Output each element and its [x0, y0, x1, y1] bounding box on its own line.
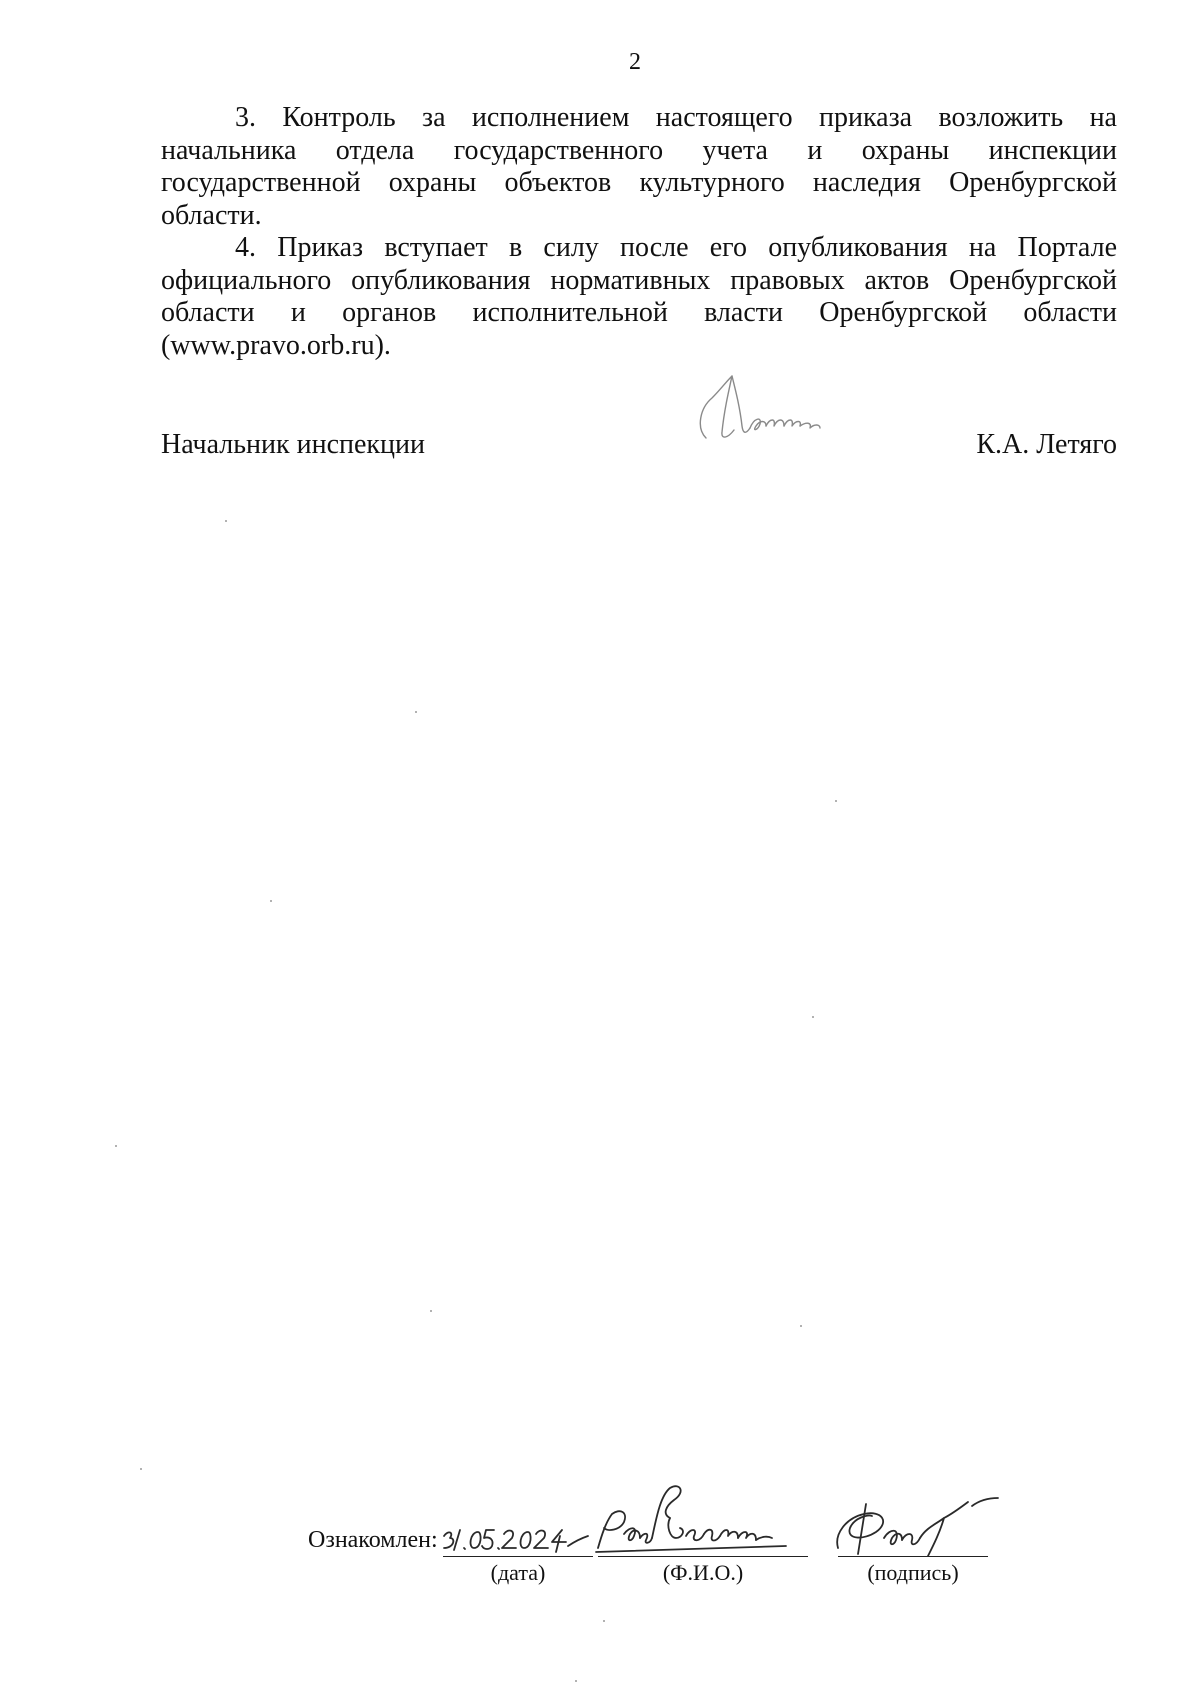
name-handwriting	[590, 1478, 800, 1560]
scan-speck	[140, 1468, 142, 1470]
paragraph-4: 4. Приказ вступает в силу после его опубликования на Портале официального опубликования нормативных правовых актов Оренбургской области и органов исполнительной власти Оренбургской области (www.pravo.orb.ru).	[161, 232, 1117, 361]
signature-row	[161, 428, 1117, 462]
scan-speck	[415, 711, 417, 713]
scan-speck	[430, 1310, 432, 1312]
page-number: 2	[629, 49, 641, 75]
name-caption: (Ф.И.О.)	[662, 1560, 744, 1585]
scan-speck	[835, 800, 837, 802]
scan-speck	[115, 1145, 117, 1147]
acknowledgement-block	[308, 1478, 1068, 1588]
acknowledgement-signature-handwriting	[828, 1488, 1003, 1560]
date-handwriting	[438, 1516, 593, 1560]
scan-speck	[812, 1016, 814, 1018]
scan-speck	[603, 1620, 605, 1622]
scan-speck	[225, 520, 227, 522]
scan-speck	[575, 1680, 577, 1682]
signer-name: К.А. Летяго	[976, 429, 1117, 460]
paragraph-3: 3. Контроль за исполнением настоящего приказа возложить на начальника отдела государственного учета и охраны инспекции государственной охраны объектов культурного наследия Оренбургской области.	[161, 102, 1117, 231]
scan-speck	[800, 1325, 802, 1327]
date-caption: (дата)	[490, 1560, 546, 1585]
scan-speck	[270, 900, 272, 902]
signer-position: Начальник инспекции	[161, 429, 425, 460]
signature-caption: (подпись)	[867, 1560, 959, 1585]
acknowledgement-label: Ознакомлен:	[308, 1527, 438, 1553]
document-body	[161, 102, 1117, 362]
